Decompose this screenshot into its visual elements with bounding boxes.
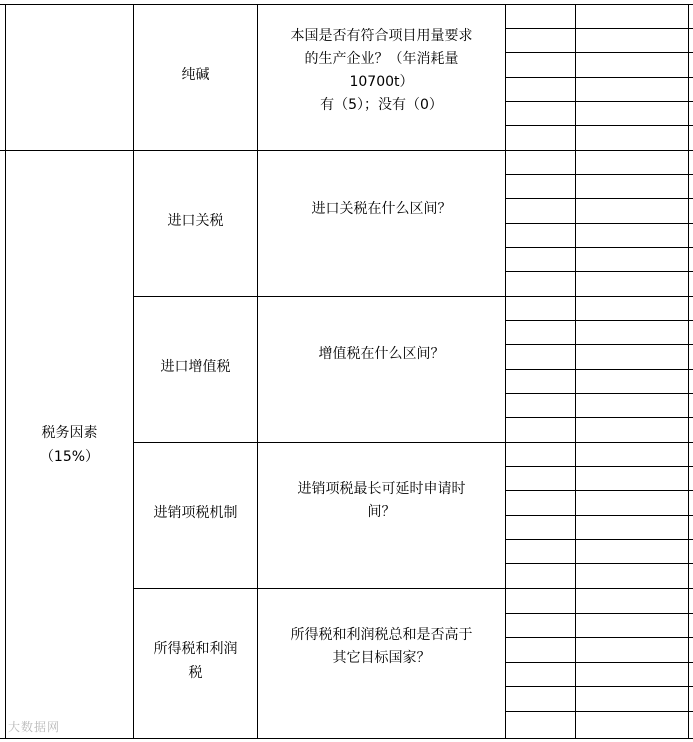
sub-row-line — [505, 637, 693, 638]
table-border-top — [0, 4, 693, 5]
sub-row-line — [505, 101, 693, 102]
sub-row-line — [505, 198, 693, 199]
item-cell — [134, 443, 257, 583]
question-line: 进销项税最长可延时申请时 — [297, 481, 466, 497]
watermark: 大数据网 — [8, 720, 61, 734]
item-label: 纯碱 — [181, 67, 210, 83]
sub-row-line — [505, 686, 693, 687]
question-line: 所得税和利润税总和是否高于 — [290, 627, 473, 643]
item-cell — [134, 5, 257, 145]
sub-row-line — [505, 515, 693, 516]
sub-row-line — [505, 77, 693, 78]
sub-row-line — [505, 344, 693, 345]
question-line: 进口关税在什么区间？ — [311, 201, 452, 217]
sub-row-line — [505, 613, 693, 614]
item-label: 税 — [188, 665, 203, 681]
item-label: 所得税和利润 — [153, 641, 238, 657]
item-cell — [134, 151, 257, 291]
sub-row-line — [505, 125, 693, 126]
question-line: 增值税在什么区间？ — [318, 346, 445, 362]
question-line: 有（5）；没有（0） — [320, 97, 443, 113]
sub-row-line — [505, 417, 693, 418]
table-border-right — [688, 4, 689, 739]
category-weight: （15%） — [39, 448, 100, 465]
sub-row-line — [505, 539, 693, 540]
sub-row-line — [505, 369, 693, 370]
question-cell — [258, 198, 505, 221]
sub-row-line — [505, 247, 693, 248]
sub-row-line — [505, 223, 693, 224]
category-cell — [6, 151, 133, 738]
question-cell — [258, 343, 505, 366]
item-cell — [134, 297, 257, 437]
column-divider — [505, 4, 506, 739]
question-line: 的生产企业？（年消耗量 — [304, 51, 459, 67]
question-cell — [258, 25, 505, 117]
item-label: 进销项税机制 — [153, 505, 238, 521]
item-label: 进口关税 — [167, 213, 224, 229]
question-line: 本国是否有符合项目用量要求 — [290, 28, 473, 44]
sub-row-line — [505, 174, 693, 175]
question-line: 10700t） — [349, 74, 414, 90]
sub-row-line — [505, 393, 693, 394]
sub-row-line — [505, 271, 693, 272]
sub-row-line — [505, 52, 693, 53]
sub-row-line — [505, 711, 693, 712]
sub-row-line — [505, 490, 693, 491]
item-label: 进口增值税 — [160, 359, 231, 375]
sub-row-line — [505, 466, 693, 467]
item-cell — [134, 589, 257, 733]
sub-row-line — [505, 563, 693, 564]
question-line: 其它目标国家？ — [332, 650, 431, 666]
category-label: 税务因素 — [41, 424, 98, 441]
sub-row-line — [505, 28, 693, 29]
question-cell — [258, 624, 505, 670]
column-divider — [575, 4, 576, 739]
question-line: 间？ — [367, 504, 396, 520]
table-border-bottom — [0, 738, 693, 739]
sub-row-line — [505, 320, 693, 321]
sub-row-line — [505, 662, 693, 663]
question-cell — [258, 478, 505, 524]
